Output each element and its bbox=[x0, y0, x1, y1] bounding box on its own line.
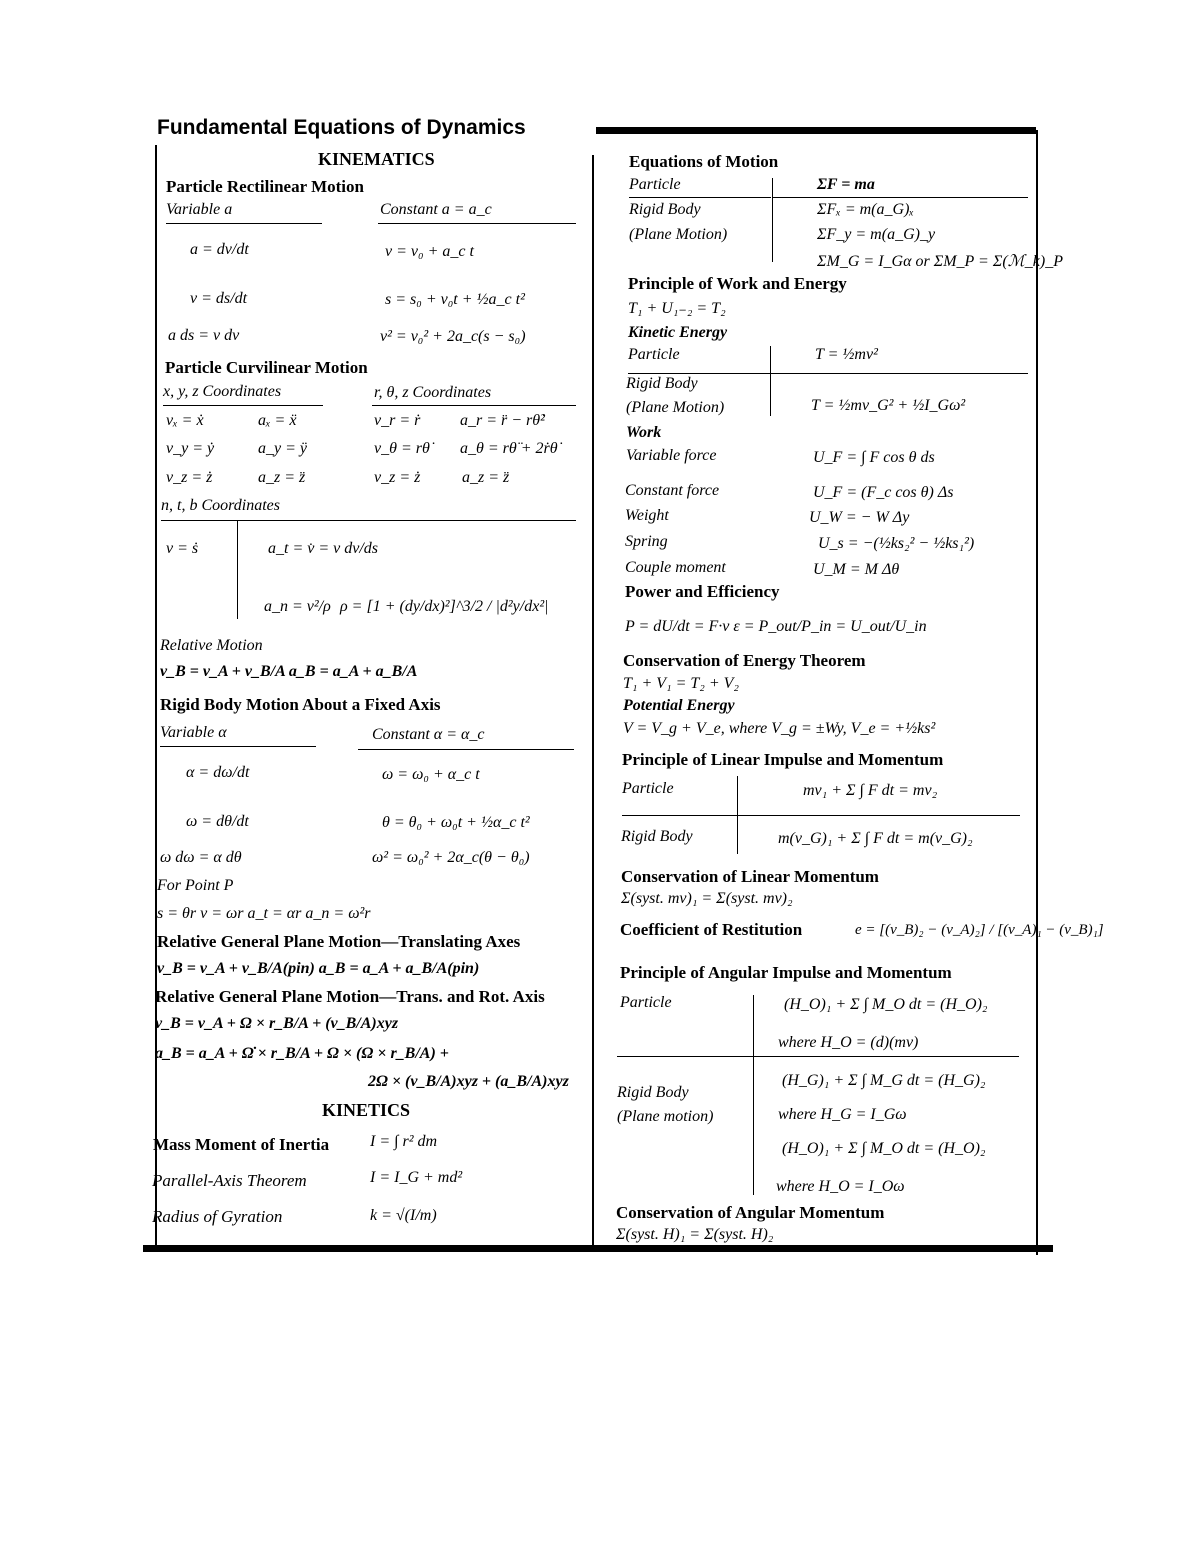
ke-divider bbox=[770, 346, 771, 416]
power-eq: P = dU/dt = F·v ε = P_out/P_in = U_out/U_in bbox=[625, 618, 927, 635]
ke-particle-eq: T = ½mv² bbox=[815, 346, 878, 363]
linear-impulse-rule bbox=[622, 815, 1020, 816]
work-energy-eq: T₁ + U₁₋₂ = T₂ bbox=[628, 300, 726, 317]
eq-const-v2: v² = v₀² + 2a_c(s − s₀) bbox=[380, 328, 526, 345]
angular-impulse-rigid-label: Rigid Body bbox=[617, 1084, 689, 1101]
left-frame-rule bbox=[155, 145, 157, 1250]
power-heading: Power and Efficiency bbox=[625, 582, 780, 601]
eom-particle-label: Particle bbox=[629, 176, 681, 193]
eom-rigid-eq3: ΣM_G = I_Gα or ΣM_P = Σ(ℳ_k)_P bbox=[817, 253, 1063, 270]
linear-impulse-rigid-label: Rigid Body bbox=[621, 828, 693, 845]
point-p-heading: For Point P bbox=[157, 877, 234, 894]
eom-heading: Equations of Motion bbox=[629, 152, 779, 171]
mass-moment-label: Mass Moment of Inertia bbox=[153, 1135, 330, 1154]
fixed-axis-constant-col: Constant α = α_c bbox=[372, 726, 485, 743]
xyz-vy: v_y = ẏ bbox=[166, 440, 215, 457]
angular-impulse-particle-where: where H_O = (d)(mv) bbox=[778, 1034, 919, 1051]
kinematics-heading: KINEMATICS bbox=[318, 149, 435, 169]
work-energy-heading: Principle of Work and Energy bbox=[628, 274, 847, 293]
ntb-at: a_t = v̇ = v dv/ds bbox=[268, 540, 379, 557]
linear-impulse-divider bbox=[737, 776, 738, 854]
page-title: Fundamental Equations of Dynamics bbox=[157, 116, 526, 139]
ntb-coordinates-heading: n, t, b Coordinates bbox=[161, 497, 280, 514]
parallel-axis-label: Parallel-Axis Theorem bbox=[152, 1171, 307, 1190]
gyration-label: Radius of Gyration bbox=[152, 1207, 283, 1226]
rtz-coordinates-col: r, θ, z Coordinates bbox=[374, 384, 492, 401]
work-couple-eq: U_M = M Δθ bbox=[813, 561, 900, 578]
angular-impulse-heading: Principle of Angular Impulse and Momentum bbox=[620, 963, 952, 982]
rtz-vz: v_z = ż bbox=[374, 469, 421, 486]
angular-impulse-rigid-eq2: (H_O)₁ + Σ ∫ M_O dt = (H_O)₂ bbox=[782, 1140, 986, 1157]
rtz-az: a_z = z̈ bbox=[462, 469, 510, 486]
mass-moment-eq: I = ∫ r² dm bbox=[370, 1133, 438, 1150]
ke-rigid-eq: T = ½mv_G² + ½I_Gω² bbox=[811, 397, 966, 414]
conservation-energy-heading: Conservation of Energy Theorem bbox=[623, 651, 866, 670]
eom-rule-left bbox=[629, 197, 771, 198]
fixed-axis-rule-left bbox=[160, 746, 316, 747]
xyz-coordinates-col: x, y, z Coordinates bbox=[163, 383, 282, 400]
linear-impulse-heading: Principle of Linear Impulse and Momentum bbox=[622, 750, 944, 769]
gyration-eq: k = √(I/m) bbox=[370, 1207, 437, 1224]
center-divider bbox=[592, 155, 594, 1250]
trans-rot-eq1: v_B = v_A + Ω × r_B/A + (v_B/A)xyz bbox=[155, 1015, 399, 1032]
conservation-energy-eq: T₁ + V₁ = T₂ + V₂ bbox=[623, 675, 739, 692]
point-p-eq: s = θr v = ωr a_t = αr a_n = ω²r bbox=[157, 905, 371, 922]
fixed-axis-heading: Rigid Body Motion About a Fixed Axis bbox=[160, 695, 441, 714]
ntb-divider bbox=[237, 521, 238, 619]
xyz-vx: vₓ = ẋ bbox=[166, 412, 204, 429]
work-constant-label: Constant force bbox=[625, 482, 720, 499]
angular-impulse-particle-label: Particle bbox=[620, 994, 672, 1011]
work-constant-eq: U_F = (F_c cos θ) Δs bbox=[813, 484, 954, 501]
fixed-axis-rule-right bbox=[358, 749, 574, 750]
eom-rigid-label: Rigid Body bbox=[629, 201, 701, 218]
angular-impulse-rule bbox=[617, 1056, 1019, 1057]
eom-rigid-eq1: ΣFₓ = m(a_G)ₓ bbox=[817, 201, 914, 218]
rectilinear-constant-col: Constant a = a_c bbox=[380, 201, 492, 218]
rtz-vr: v_r = ṙ bbox=[374, 412, 421, 429]
title-rule bbox=[596, 127, 1036, 134]
linear-impulse-particle-eq: mv₁ + Σ ∫ F dt = mv₂ bbox=[803, 782, 938, 799]
eq-const-theta: θ = θ₀ + ω₀t + ½α_c t² bbox=[382, 814, 530, 831]
work-weight-eq: U_W = − W Δy bbox=[809, 509, 910, 526]
eq-a-ds: a ds = v dv bbox=[168, 327, 240, 344]
translating-axes-heading: Relative General Plane Motion—Translating Axes bbox=[157, 932, 521, 951]
translating-axes-eq: v_B = v_A + v_B/A(pin) a_B = a_A + a_B/A(pin) bbox=[157, 960, 480, 977]
angular-impulse-plane-label: (Plane motion) bbox=[617, 1108, 714, 1125]
eq-alpha: α = dω/dt bbox=[186, 764, 250, 781]
trans-rot-eq3: 2Ω × (v_B/A)xyz + (a_B/A)xyz bbox=[368, 1073, 569, 1090]
xyz-ay: a_y = ÿ bbox=[258, 440, 307, 457]
eq-v-ds-dt: v = ds/dt bbox=[190, 290, 248, 307]
ke-rigid-label: Rigid Body bbox=[626, 375, 698, 392]
relative-motion-eq: v_B = v_A + v_B/A a_B = a_A + a_B/A bbox=[160, 663, 418, 680]
work-variable-label: Variable force bbox=[626, 447, 717, 464]
relative-motion-heading: Relative Motion bbox=[160, 637, 263, 654]
right-frame-rule bbox=[1036, 130, 1038, 1255]
rectilinear-col-rule-left bbox=[166, 223, 322, 224]
linear-impulse-rigid-eq: m(v_G)₁ + Σ ∫ F dt = m(v_G)₂ bbox=[778, 830, 973, 847]
trans-rot-heading: Relative General Plane Motion—Trans. and Rot. Axis bbox=[155, 987, 545, 1006]
ntb-rho: ρ = [1 + (dy/dx)²]^3/2 / |d²y/dx²| bbox=[340, 598, 549, 615]
angular-impulse-rigid-eq1: (H_G)₁ + Σ ∫ M_G dt = (H_G)₂ bbox=[782, 1072, 986, 1089]
eq-a-dv-dt: a = dv/dt bbox=[190, 241, 249, 258]
work-couple-label: Couple moment bbox=[625, 559, 726, 576]
parallel-axis-eq: I = I_G + md² bbox=[370, 1169, 463, 1186]
ke-plane-label: (Plane Motion) bbox=[626, 399, 725, 416]
cons-linear-heading: Conservation of Linear Momentum bbox=[621, 867, 879, 886]
restitution-heading: Coefficient of Restitution bbox=[620, 920, 803, 939]
eq-omega: ω = dθ/dt bbox=[186, 813, 249, 830]
cons-angular-eq: Σ(syst. H)₁ = Σ(syst. H)₂ bbox=[616, 1226, 774, 1243]
work-spring-label: Spring bbox=[625, 533, 668, 550]
eom-plane-label: (Plane Motion) bbox=[629, 226, 728, 243]
eq-omega-domega: ω dω = α dθ bbox=[160, 849, 242, 866]
eq-const-omega: ω = ω₀ + α_c t bbox=[382, 766, 480, 783]
rtz-ar: a_r = r̈ − rθ̇² bbox=[460, 412, 545, 429]
rtz-vtheta: v_θ = rθ̇ bbox=[374, 440, 430, 457]
eq-const-omega2: ω² = ω₀² + 2α_c(θ − θ₀) bbox=[372, 849, 530, 866]
angular-impulse-rigid-where1: where H_G = I_Gω bbox=[778, 1106, 907, 1123]
xyz-az: a_z = z̈ bbox=[258, 469, 306, 486]
ntb-v: v = ṡ bbox=[166, 540, 199, 557]
xyz-ax: aₓ = ẍ bbox=[258, 412, 297, 429]
fixed-axis-variable-col: Variable α bbox=[160, 724, 227, 741]
eom-rule-right bbox=[772, 197, 1028, 198]
work-weight-label: Weight bbox=[625, 507, 669, 524]
eom-particle-eq: ΣF = ma bbox=[817, 176, 875, 193]
angular-impulse-particle-eq: (H_O)₁ + Σ ∫ M_O dt = (H_O)₂ bbox=[784, 996, 988, 1013]
rectilinear-col-rule-right bbox=[378, 223, 576, 224]
angular-impulse-divider bbox=[753, 995, 754, 1195]
kinetic-energy-heading: Kinetic Energy bbox=[628, 324, 728, 341]
bottom-rule bbox=[143, 1245, 1053, 1252]
eq-const-s: s = s₀ + v₀t + ½a_c t² bbox=[385, 291, 525, 308]
trans-rot-eq2: a_B = a_A + Ω̇ × r_B/A + Ω × (Ω × r_B/A) + bbox=[155, 1045, 449, 1062]
kinetics-heading: KINETICS bbox=[322, 1100, 411, 1120]
eq-const-v: v = v₀ + a_c t bbox=[385, 243, 474, 260]
xyz-rule bbox=[163, 405, 323, 406]
ke-particle-label: Particle bbox=[628, 346, 680, 363]
angular-impulse-rigid-where2: where H_O = I_Oω bbox=[776, 1178, 905, 1195]
eom-divider bbox=[772, 178, 773, 262]
rtz-atheta: a_θ = rθ̈ + 2ṙθ̇ bbox=[460, 440, 558, 457]
eom-rigid-eq2: ΣF_y = m(a_G)_y bbox=[817, 226, 936, 243]
ke-rule bbox=[628, 373, 1028, 374]
potential-energy-eq: V = V_g + V_e, where V_g = ±Wy, V_e = +½ks² bbox=[623, 720, 936, 737]
xyz-vz: v_z = ż bbox=[166, 469, 213, 486]
work-spring-eq: U_s = −(½ks₂² − ½ks₁²) bbox=[818, 535, 975, 552]
cons-linear-eq: Σ(syst. mv)₁ = Σ(syst. mv)₂ bbox=[621, 890, 793, 907]
curvilinear-heading: Particle Curvilinear Motion bbox=[165, 358, 368, 377]
work-variable-eq: U_F = ∫ F cos θ ds bbox=[813, 449, 935, 466]
ntb-an: a_n = v²/ρ bbox=[264, 598, 331, 615]
rectilinear-heading: Particle Rectilinear Motion bbox=[166, 177, 364, 196]
restitution-eq: e = [(v_B)₂ − (v_A)₂] / [(v_A)₁ − (v_B)₁] bbox=[855, 922, 1104, 938]
potential-energy-heading: Potential Energy bbox=[623, 697, 735, 714]
linear-impulse-particle-label: Particle bbox=[622, 780, 674, 797]
cons-angular-heading: Conservation of Angular Momentum bbox=[616, 1203, 885, 1222]
work-heading: Work bbox=[626, 424, 662, 441]
rectilinear-variable-col: Variable a bbox=[166, 201, 233, 218]
rtz-rule bbox=[372, 405, 576, 406]
ntb-rule bbox=[161, 520, 576, 521]
